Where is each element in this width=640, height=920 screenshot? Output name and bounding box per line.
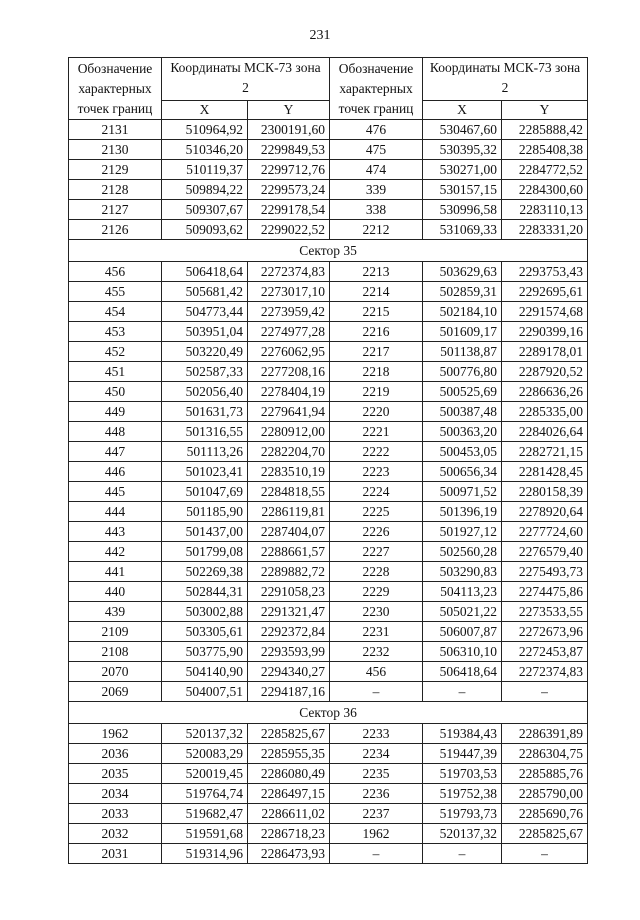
cell-y-right: 2286636,26 [502, 382, 588, 402]
cell-point-right: 2218 [330, 362, 423, 382]
table-row [69, 322, 588, 342]
cell-point-left: 449 [69, 402, 162, 422]
cell-x-left: 509894,22 [162, 180, 248, 200]
cell-point-right: 2235 [330, 764, 423, 784]
table-row [69, 764, 588, 784]
cell-x-right: 501138,87 [423, 342, 502, 362]
table-row [69, 824, 588, 844]
point-designation-header-right: Обозначение характерных точек границ [330, 58, 423, 120]
cell-point-left: 2069 [69, 682, 162, 702]
x-header-left: X [162, 101, 248, 120]
cell-x-left: 503220,49 [162, 342, 248, 362]
table-row [69, 562, 588, 582]
cell-point-right: 2229 [330, 582, 423, 602]
table-row [69, 682, 588, 702]
cell-point-right: 2219 [330, 382, 423, 402]
cell-point-right: 2230 [330, 602, 423, 622]
cell-x-left: 502587,33 [162, 362, 248, 382]
cell-y-left: 2282204,70 [248, 442, 330, 462]
cell-point-left: 2033 [69, 804, 162, 824]
cell-y-right: 2285885,76 [502, 764, 588, 784]
cell-point-left: 445 [69, 482, 162, 502]
cell-point-left: 2131 [69, 120, 162, 140]
cell-x-right: 530467,60 [423, 120, 502, 140]
cell-point-right: 2228 [330, 562, 423, 582]
table-row [69, 160, 588, 180]
cell-x-left: 501113,26 [162, 442, 248, 462]
cell-point-right: 2231 [330, 622, 423, 642]
table-row [69, 622, 588, 642]
cell-x-right: 500776,80 [423, 362, 502, 382]
cell-y-left: 2286473,93 [248, 844, 330, 864]
table-header [69, 58, 588, 120]
cell-point-right: 2215 [330, 302, 423, 322]
cell-y-right: 2286304,75 [502, 744, 588, 764]
cell-x-right: 501609,17 [423, 322, 502, 342]
cell-x-right: 530271,00 [423, 160, 502, 180]
x-header-right: X [423, 101, 502, 120]
cell-y-left: 2299849,53 [248, 140, 330, 160]
table-row [69, 642, 588, 662]
cell-x-left: 519682,47 [162, 804, 248, 824]
cell-y-right: 2293753,43 [502, 262, 588, 282]
cell-x-right: – [423, 682, 502, 702]
cell-y-right: 2278920,64 [502, 502, 588, 522]
cell-x-left: 501631,73 [162, 402, 248, 422]
cell-x-right: 520137,32 [423, 824, 502, 844]
table-row [69, 522, 588, 542]
cell-x-left: 502269,38 [162, 562, 248, 582]
sector-title: Сектор 35 [69, 240, 588, 262]
cell-x-left: 520083,29 [162, 744, 248, 764]
cell-y-right: 2276579,40 [502, 542, 588, 562]
cell-x-left: 519591,68 [162, 824, 248, 844]
cell-x-left: 501437,00 [162, 522, 248, 542]
cell-y-left: 2286497,15 [248, 784, 330, 804]
cell-y-right: 2291574,68 [502, 302, 588, 322]
cell-y-left: 2299573,24 [248, 180, 330, 200]
cell-y-right: 2274475,86 [502, 582, 588, 602]
cell-x-left: 503305,61 [162, 622, 248, 642]
cell-y-right: 2285790,00 [502, 784, 588, 804]
cell-x-right: 502184,10 [423, 302, 502, 322]
cell-x-left: 503775,90 [162, 642, 248, 662]
cell-point-left: 2129 [69, 160, 162, 180]
cell-y-right: 2286391,89 [502, 724, 588, 744]
cell-y-left: 2284818,55 [248, 482, 330, 502]
cell-y-left: 2294187,16 [248, 682, 330, 702]
cell-x-right: 500971,52 [423, 482, 502, 502]
table-row [69, 200, 588, 220]
cell-point-right: 475 [330, 140, 423, 160]
cell-y-left: 2286718,23 [248, 824, 330, 844]
cell-point-right: 2226 [330, 522, 423, 542]
cell-y-left: 2277208,16 [248, 362, 330, 382]
cell-y-right: 2281428,45 [502, 462, 588, 482]
cell-y-left: 2293593,99 [248, 642, 330, 662]
cell-y-left: 2292372,84 [248, 622, 330, 642]
cell-y-left: 2299178,54 [248, 200, 330, 220]
cell-point-right: 2236 [330, 784, 423, 804]
table-row [69, 784, 588, 804]
cell-x-left: 509307,67 [162, 200, 248, 220]
cell-x-right: 519384,43 [423, 724, 502, 744]
cell-x-right: 500656,34 [423, 462, 502, 482]
table-row [69, 542, 588, 562]
cell-point-right: 1962 [330, 824, 423, 844]
cell-x-right: 503629,63 [423, 262, 502, 282]
cell-point-left: 454 [69, 302, 162, 322]
cell-y-left: 2286119,81 [248, 502, 330, 522]
cell-x-right: 505021,22 [423, 602, 502, 622]
cell-point-right: 2214 [330, 282, 423, 302]
cell-y-left: 2285825,67 [248, 724, 330, 744]
cell-y-right: 2285690,76 [502, 804, 588, 824]
table-row [69, 362, 588, 382]
cell-y-left: 2272374,83 [248, 262, 330, 282]
cell-x-right: 519447,39 [423, 744, 502, 764]
cell-x-left: 503002,88 [162, 602, 248, 622]
cell-point-left: 2036 [69, 744, 162, 764]
cell-x-right: 504113,23 [423, 582, 502, 602]
cell-point-right: 2225 [330, 502, 423, 522]
cell-x-left: 504140,90 [162, 662, 248, 682]
cell-y-left: 2285955,35 [248, 744, 330, 764]
cell-point-left: 2031 [69, 844, 162, 864]
cell-point-left: 451 [69, 362, 162, 382]
cell-x-left: 510964,92 [162, 120, 248, 140]
cell-x-right: 519752,38 [423, 784, 502, 804]
cell-point-right: 338 [330, 200, 423, 220]
table-row [69, 744, 588, 764]
cell-y-right: 2290399,16 [502, 322, 588, 342]
cell-x-right: 530996,58 [423, 200, 502, 220]
cell-y-left: 2273959,42 [248, 302, 330, 322]
table-row [69, 140, 588, 160]
cell-point-right: 456 [330, 662, 423, 682]
cell-x-left: 520019,45 [162, 764, 248, 784]
table-row [69, 502, 588, 522]
cell-y-right: 2284300,60 [502, 180, 588, 200]
cell-y-left: 2299712,76 [248, 160, 330, 180]
cell-point-left: 439 [69, 602, 162, 622]
cell-y-left: 2278404,19 [248, 382, 330, 402]
cell-point-right: 2221 [330, 422, 423, 442]
page-number: 231 [309, 28, 331, 43]
table-row [69, 120, 588, 140]
cell-y-left: 2299022,52 [248, 220, 330, 240]
cell-point-left: 1962 [69, 724, 162, 744]
cell-y-right: 2285335,00 [502, 402, 588, 422]
table-row [69, 602, 588, 622]
cell-y-left: 2286611,02 [248, 804, 330, 824]
cell-x-left: 510346,20 [162, 140, 248, 160]
table-body [69, 120, 588, 864]
table-row [69, 582, 588, 602]
cell-point-left: 443 [69, 522, 162, 542]
cell-y-left: 2286080,49 [248, 764, 330, 784]
table-row [69, 302, 588, 322]
cell-point-left: 441 [69, 562, 162, 582]
cell-y-left: 2288661,57 [248, 542, 330, 562]
cell-y-left: 2279641,94 [248, 402, 330, 422]
cell-point-left: 450 [69, 382, 162, 402]
cell-point-right: 339 [330, 180, 423, 200]
cell-y-right: 2285408,38 [502, 140, 588, 160]
y-header-right: Y [502, 101, 588, 120]
table-row [69, 382, 588, 402]
table-row [69, 662, 588, 682]
cell-x-right: 506310,10 [423, 642, 502, 662]
y-header-left: Y [248, 101, 330, 120]
table-row [69, 844, 588, 864]
table-row [69, 180, 588, 200]
cell-point-right: 2234 [330, 744, 423, 764]
cell-point-right: 2213 [330, 262, 423, 282]
cell-x-right: 501927,12 [423, 522, 502, 542]
cell-x-left: 509093,62 [162, 220, 248, 240]
cell-x-right: 501396,19 [423, 502, 502, 522]
cell-y-right: 2283331,20 [502, 220, 588, 240]
cell-y-right: – [502, 844, 588, 864]
cell-y-left: 2274977,28 [248, 322, 330, 342]
cell-point-left: 2070 [69, 662, 162, 682]
cell-x-right: 500453,05 [423, 442, 502, 462]
cell-point-right: 2223 [330, 462, 423, 482]
cell-point-right: 2216 [330, 322, 423, 342]
cell-y-left: 2291058,23 [248, 582, 330, 602]
table-row [69, 220, 588, 240]
cell-y-right: 2287920,52 [502, 362, 588, 382]
cell-point-right: 2217 [330, 342, 423, 362]
cell-point-left: 2108 [69, 642, 162, 662]
cell-point-right: 2224 [330, 482, 423, 502]
cell-point-right: 2232 [330, 642, 423, 662]
cell-y-right: 2285825,67 [502, 824, 588, 844]
cell-x-right: 530395,32 [423, 140, 502, 160]
cell-x-left: 520137,32 [162, 724, 248, 744]
cell-point-left: 2034 [69, 784, 162, 804]
cell-y-right: – [502, 682, 588, 702]
cell-y-right: 2284026,64 [502, 422, 588, 442]
cell-point-right: 2222 [330, 442, 423, 462]
table-row [69, 442, 588, 462]
cell-x-left: 502844,31 [162, 582, 248, 602]
cell-y-right: 2275493,73 [502, 562, 588, 582]
table-row [69, 282, 588, 302]
coordinates-header-left: Координаты МСК-73 зона 2 [162, 58, 330, 101]
cell-x-left: 504007,51 [162, 682, 248, 702]
sector-title: Сектор 36 [69, 702, 588, 724]
cell-x-right: 500363,20 [423, 422, 502, 442]
cell-point-left: 447 [69, 442, 162, 462]
point-designation-header-left: Обозначение характерных точек границ [69, 58, 162, 120]
table-row [69, 402, 588, 422]
cell-y-right: 2277724,60 [502, 522, 588, 542]
sector-35-row [69, 240, 588, 262]
cell-point-left: 452 [69, 342, 162, 362]
cell-point-left: 456 [69, 262, 162, 282]
cell-point-right: 476 [330, 120, 423, 140]
cell-point-right: 2237 [330, 804, 423, 824]
cell-x-left: 501799,08 [162, 542, 248, 562]
cell-y-right: 2273533,55 [502, 602, 588, 622]
table-row [69, 724, 588, 744]
cell-point-left: 2127 [69, 200, 162, 220]
cell-x-left: 501185,90 [162, 502, 248, 522]
cell-point-left: 448 [69, 422, 162, 442]
cell-x-right: 519703,53 [423, 764, 502, 784]
cell-x-right: 503290,83 [423, 562, 502, 582]
cell-x-right: 500525,69 [423, 382, 502, 402]
cell-point-left: 2109 [69, 622, 162, 642]
cell-point-right: 2227 [330, 542, 423, 562]
cell-y-left: 2294340,27 [248, 662, 330, 682]
cell-point-right: 2220 [330, 402, 423, 422]
cell-point-left: 2035 [69, 764, 162, 784]
cell-point-right: 2233 [330, 724, 423, 744]
cell-point-left: 453 [69, 322, 162, 342]
cell-x-right: 502859,31 [423, 282, 502, 302]
sector-36-row [69, 702, 588, 724]
cell-x-left: 503951,04 [162, 322, 248, 342]
coordinates-header-right: Координаты МСК-73 зона 2 [423, 58, 588, 101]
cell-y-right: 2272453,87 [502, 642, 588, 662]
cell-point-right: – [330, 682, 423, 702]
cell-point-left: 2032 [69, 824, 162, 844]
cell-point-right: 2212 [330, 220, 423, 240]
cell-x-left: 519764,74 [162, 784, 248, 804]
cell-x-left: 501316,55 [162, 422, 248, 442]
cell-point-right: – [330, 844, 423, 864]
cell-point-left: 442 [69, 542, 162, 562]
cell-y-left: 2280912,00 [248, 422, 330, 442]
cell-y-right: 2285888,42 [502, 120, 588, 140]
cell-y-right: 2292695,61 [502, 282, 588, 302]
cell-point-left: 2128 [69, 180, 162, 200]
cell-x-right: 519793,73 [423, 804, 502, 824]
cell-x-right: 502560,28 [423, 542, 502, 562]
cell-y-right: 2272374,83 [502, 662, 588, 682]
cell-point-left: 2126 [69, 220, 162, 240]
cell-x-right: 506007,87 [423, 622, 502, 642]
cell-x-right: – [423, 844, 502, 864]
table-row [69, 342, 588, 362]
cell-y-left: 2287404,07 [248, 522, 330, 542]
cell-x-left: 510119,37 [162, 160, 248, 180]
table-row [69, 482, 588, 502]
cell-y-right: 2283110,13 [502, 200, 588, 220]
cell-x-left: 504773,44 [162, 302, 248, 322]
cell-y-right: 2289178,01 [502, 342, 588, 362]
cell-y-right: 2284772,52 [502, 160, 588, 180]
cell-x-left: 501023,41 [162, 462, 248, 482]
cell-x-right: 530157,15 [423, 180, 502, 200]
cell-y-right: 2272673,96 [502, 622, 588, 642]
cell-y-left: 2300191,60 [248, 120, 330, 140]
table-row [69, 262, 588, 282]
cell-y-left: 2283510,19 [248, 462, 330, 482]
cell-x-right: 531069,33 [423, 220, 502, 240]
cell-x-right: 500387,48 [423, 402, 502, 422]
coordinates-table [68, 57, 588, 864]
cell-y-left: 2273017,10 [248, 282, 330, 302]
cell-point-right: 474 [330, 160, 423, 180]
cell-point-left: 446 [69, 462, 162, 482]
table-row [69, 422, 588, 442]
cell-y-left: 2289882,72 [248, 562, 330, 582]
table-row [69, 462, 588, 482]
cell-x-left: 506418,64 [162, 262, 248, 282]
cell-y-left: 2291321,47 [248, 602, 330, 622]
cell-y-left: 2276062,95 [248, 342, 330, 362]
cell-point-left: 440 [69, 582, 162, 602]
cell-y-right: 2282721,15 [502, 442, 588, 462]
cell-x-left: 505681,42 [162, 282, 248, 302]
cell-point-left: 2130 [69, 140, 162, 160]
cell-point-left: 444 [69, 502, 162, 522]
cell-point-left: 455 [69, 282, 162, 302]
cell-x-left: 501047,69 [162, 482, 248, 502]
table-row [69, 804, 588, 824]
cell-x-left: 519314,96 [162, 844, 248, 864]
cell-x-right: 506418,64 [423, 662, 502, 682]
cell-x-left: 502056,40 [162, 382, 248, 402]
cell-y-right: 2280158,39 [502, 482, 588, 502]
